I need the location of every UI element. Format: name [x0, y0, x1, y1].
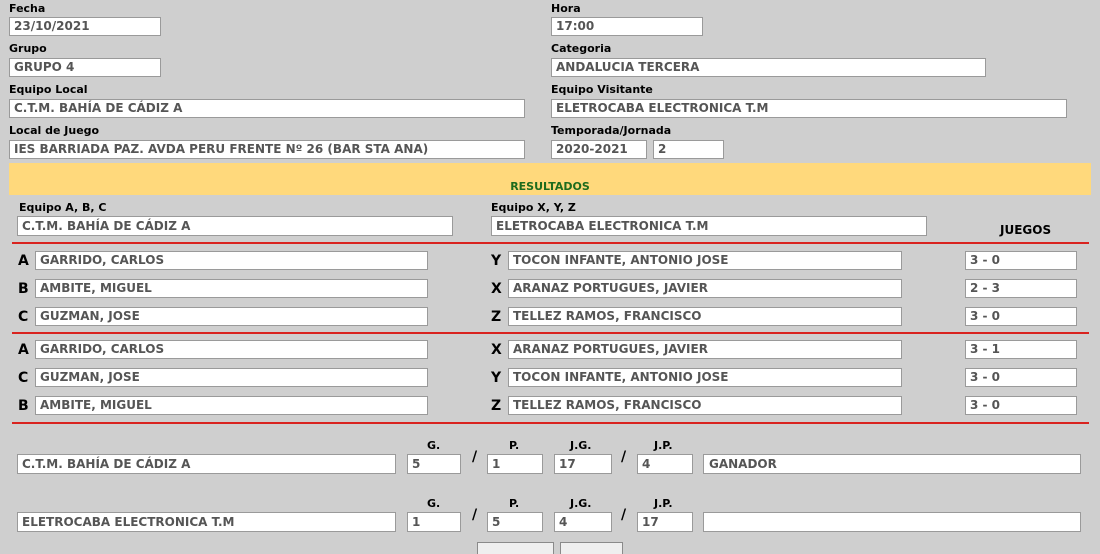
player-slot-letter: B	[18, 398, 29, 414]
player-slot-letter: A	[18, 253, 29, 269]
local-juego-field[interactable]: IES BARRIADA PAZ. AVDA PERU FRENTE Nº 26 (BAR STA ANA)	[9, 140, 525, 159]
player-slot-letter: A	[18, 342, 29, 358]
p-field[interactable]: 1	[487, 454, 543, 474]
g-header: G.	[427, 497, 441, 510]
player-slot-letter: X	[491, 342, 502, 358]
bottom-button[interactable]	[477, 542, 554, 554]
slash-separator: /	[472, 507, 478, 523]
player-abc-field[interactable]: GUZMAN, JOSE	[35, 368, 428, 387]
equipo-local-field[interactable]: C.T.M. BAHÍA DE CÁDIZ A	[9, 99, 525, 118]
player-slot-letter: B	[18, 281, 29, 297]
grupo-label: Grupo	[9, 42, 47, 55]
local-juego-label: Local de Juego	[9, 124, 100, 137]
jp-header: J.P.	[654, 497, 673, 510]
player-slot-letter: Z	[491, 398, 502, 414]
score-field[interactable]: 3 - 0	[965, 307, 1077, 326]
separator-line	[12, 422, 1089, 424]
player-xyz-field[interactable]: ARANAZ PORTUGUES, JAVIER	[508, 279, 902, 298]
jg-header: J.G.	[570, 439, 592, 452]
team-xyz-field[interactable]: ELETROCABA ELECTRONICA T.M	[491, 216, 927, 236]
categoria-field[interactable]: ANDALUCIA TERCERA	[551, 58, 986, 77]
score-field[interactable]: 3 - 0	[965, 396, 1077, 415]
hora-field[interactable]: 17:00	[551, 17, 703, 36]
player-xyz-field[interactable]: TOCON INFANTE, ANTONIO JOSE	[508, 251, 902, 270]
player-xyz-field[interactable]: ARANAZ PORTUGUES, JAVIER	[508, 340, 902, 359]
jp-field[interactable]: 4	[637, 454, 693, 474]
player-abc-field[interactable]: AMBITE, MIGUEL	[35, 279, 428, 298]
p-field[interactable]: 5	[487, 512, 543, 532]
p-header: P.	[509, 497, 520, 510]
total-team-field[interactable]: C.T.M. BAHÍA DE CÁDIZ A	[17, 454, 396, 474]
temporada-field[interactable]: 2020-2021	[551, 140, 647, 159]
separator-line	[12, 332, 1089, 334]
jornada-field[interactable]: 2	[653, 140, 724, 159]
total-team-field[interactable]: ELETROCABA ELECTRONICA T.M	[17, 512, 396, 532]
jp-header: J.P.	[654, 439, 673, 452]
player-slot-letter: C	[18, 309, 29, 325]
hora-label: Hora	[551, 2, 581, 15]
player-abc-field[interactable]: GUZMAN, JOSE	[35, 307, 428, 326]
player-slot-letter: C	[18, 370, 29, 386]
equipo-visitante-field[interactable]: ELETROCABA ELECTRONICA T.M	[551, 99, 1067, 118]
slash-separator: /	[621, 507, 627, 523]
g-header: G.	[427, 439, 441, 452]
slash-separator: /	[472, 449, 478, 465]
score-field[interactable]: 3 - 0	[965, 251, 1077, 270]
jg-header: J.G.	[570, 497, 592, 510]
player-slot-letter: Z	[491, 309, 502, 325]
bottom-button[interactable]	[560, 542, 623, 554]
result-field[interactable]	[703, 512, 1081, 532]
g-field[interactable]: 5	[407, 454, 461, 474]
jg-field[interactable]: 4	[554, 512, 612, 532]
grupo-field[interactable]: GRUPO 4	[9, 58, 161, 77]
player-slot-letter: Y	[491, 253, 502, 269]
resultados-title: RESULTADOS	[510, 180, 590, 193]
score-field[interactable]: 3 - 1	[965, 340, 1077, 359]
equipo-local-label: Equipo Local	[9, 83, 88, 96]
player-slot-letter: X	[491, 281, 502, 297]
score-field[interactable]: 2 - 3	[965, 279, 1077, 298]
equipo-visitante-label: Equipo Visitante	[551, 83, 653, 96]
player-xyz-field[interactable]: TELLEZ RAMOS, FRANCISCO	[508, 396, 902, 415]
player-xyz-field[interactable]: TELLEZ RAMOS, FRANCISCO	[508, 307, 902, 326]
jp-field[interactable]: 17	[637, 512, 693, 532]
jg-field[interactable]: 17	[554, 454, 612, 474]
player-abc-field[interactable]: GARRIDO, CARLOS	[35, 340, 428, 359]
team-xyz-label: Equipo X, Y, Z	[491, 201, 576, 214]
score-field[interactable]: 3 - 0	[965, 368, 1077, 387]
player-abc-field[interactable]: AMBITE, MIGUEL	[35, 396, 428, 415]
team-abc-field[interactable]: C.T.M. BAHÍA DE CÁDIZ A	[17, 216, 453, 236]
juegos-header: JUEGOS	[1000, 223, 1052, 237]
player-abc-field[interactable]: GARRIDO, CARLOS	[35, 251, 428, 270]
player-xyz-field[interactable]: TOCON INFANTE, ANTONIO JOSE	[508, 368, 902, 387]
g-field[interactable]: 1	[407, 512, 461, 532]
resultados-band	[9, 163, 1091, 195]
temporada-jornada-label: Temporada/Jornada	[551, 124, 672, 137]
p-header: P.	[509, 439, 520, 452]
team-abc-label: Equipo A, B, C	[19, 201, 107, 214]
separator-line	[12, 242, 1089, 244]
fecha-label: Fecha	[9, 2, 46, 15]
fecha-field[interactable]: 23/10/2021	[9, 17, 161, 36]
categoria-label: Categoria	[551, 42, 612, 55]
slash-separator: /	[621, 449, 627, 465]
result-field[interactable]: GANADOR	[703, 454, 1081, 474]
player-slot-letter: Y	[491, 370, 502, 386]
